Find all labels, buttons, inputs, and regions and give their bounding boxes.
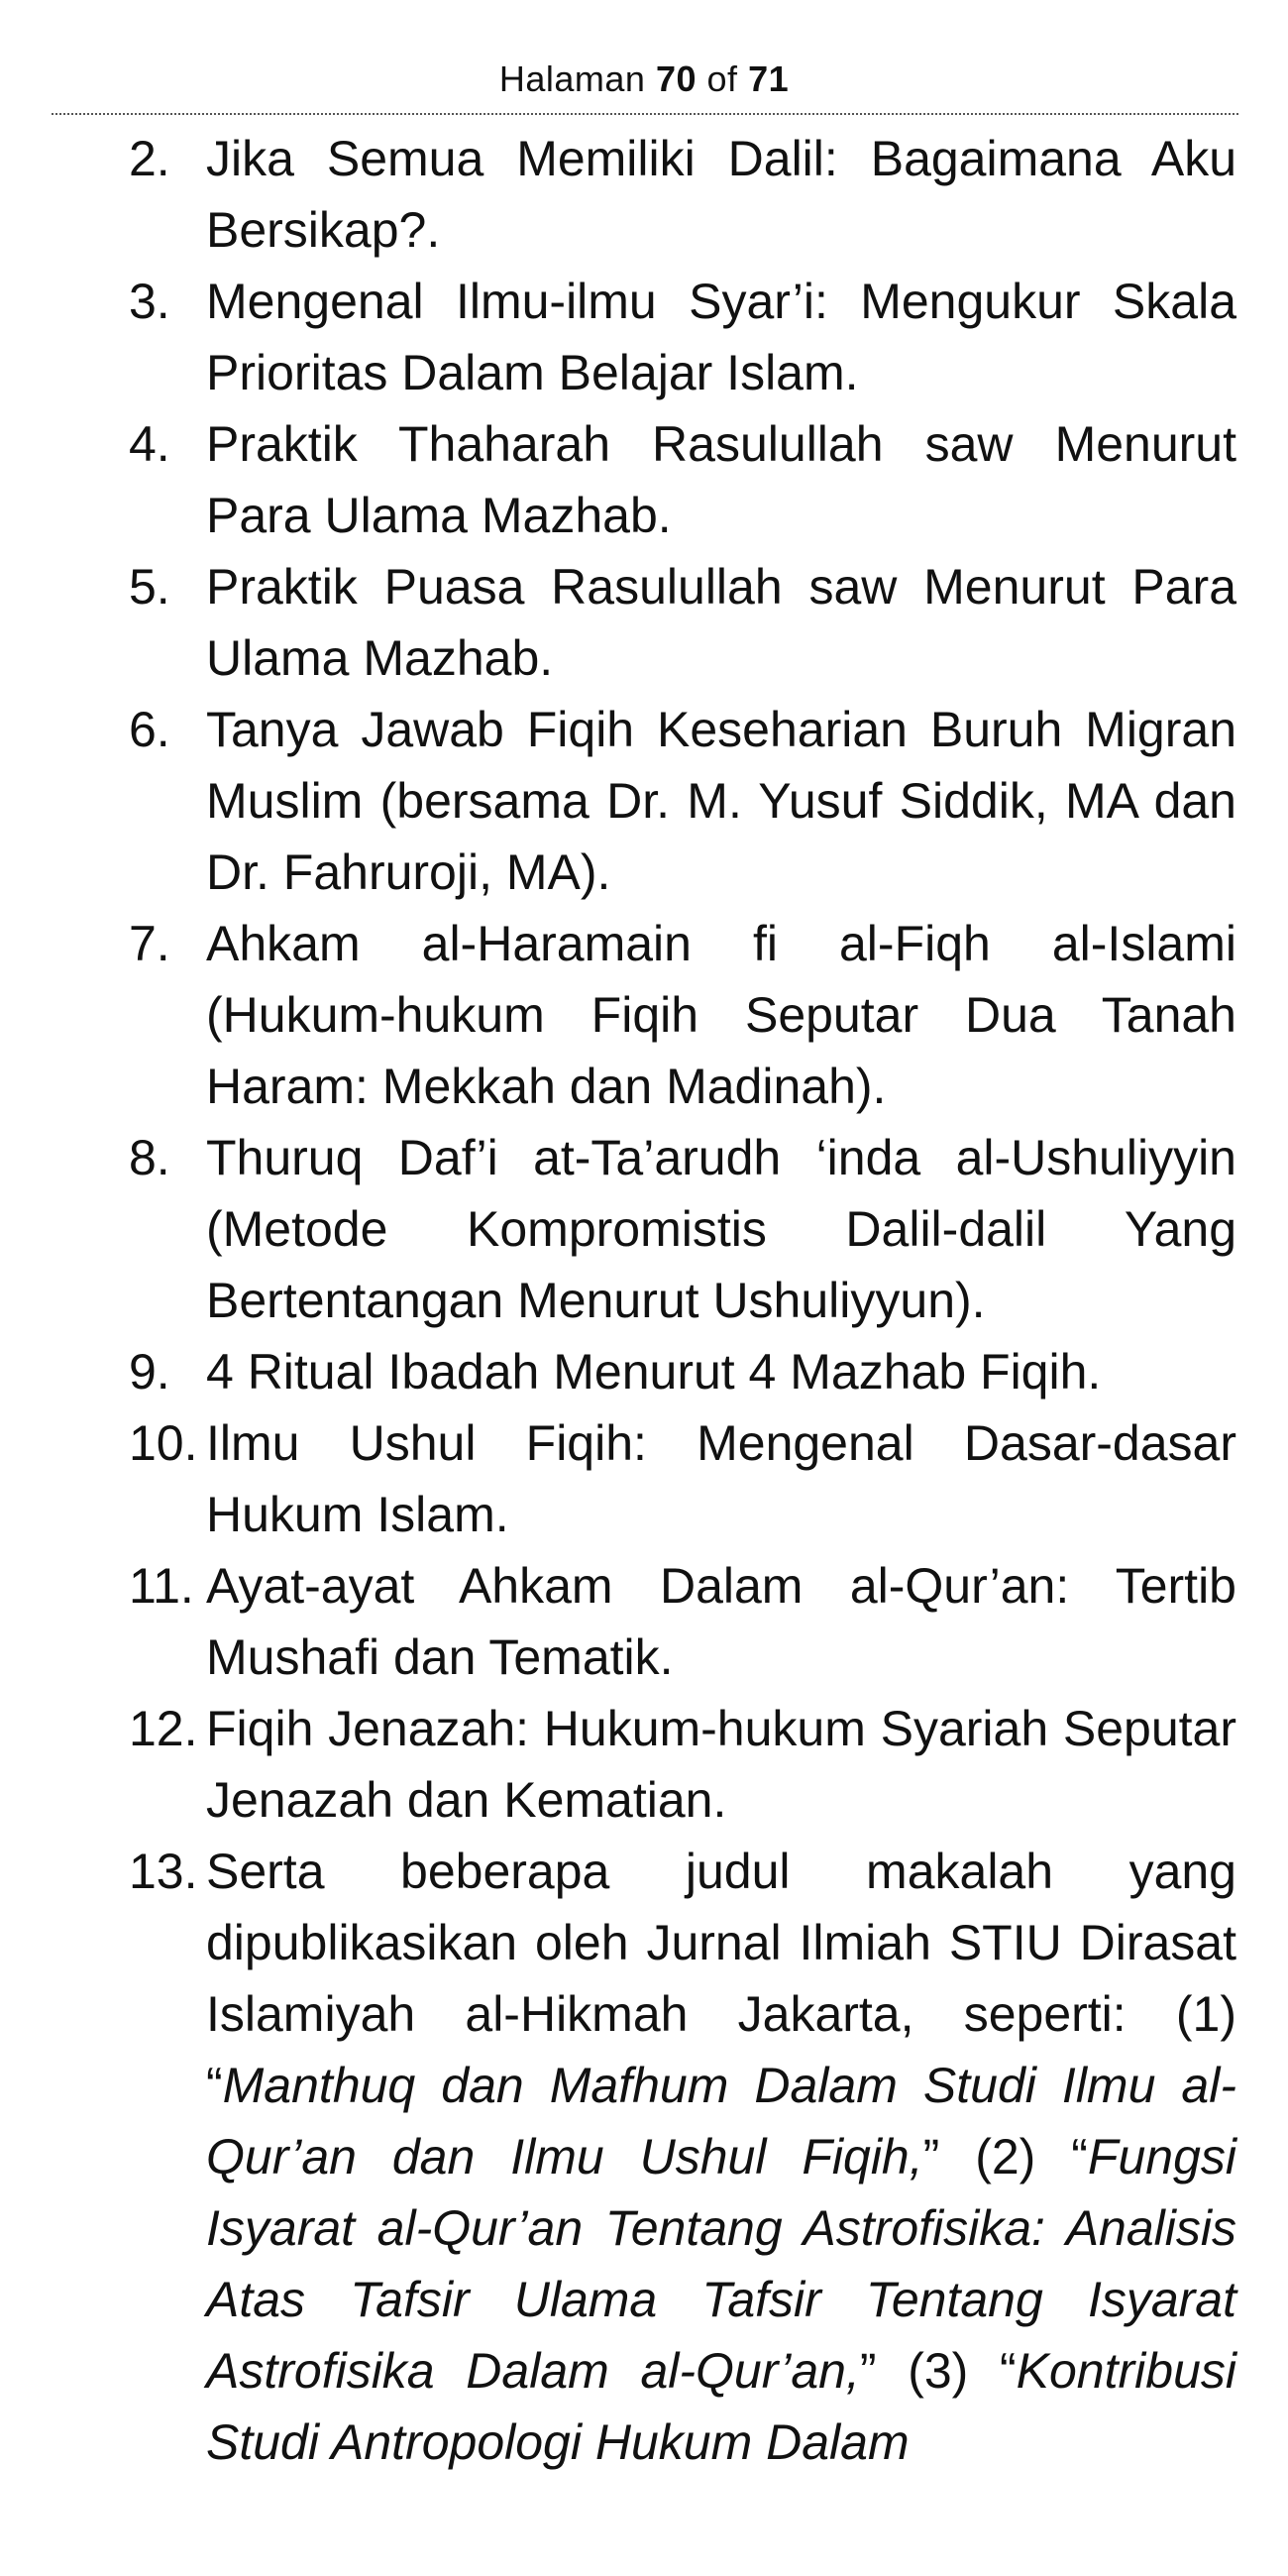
header-separator: of (706, 58, 738, 99)
header-prefix: Halaman (498, 58, 646, 99)
list-item (129, 408, 1236, 551)
paper-title-3: Kontribusi Studi Antropologi Hukum Dalam (206, 2343, 1236, 2470)
publication-list (129, 123, 1236, 2478)
list-item-last (129, 1836, 1236, 2478)
list-item-number: 9. (129, 1344, 170, 1400)
list-item (129, 551, 1236, 694)
paper-title-2: Fungsi Isyarat al-Qur’an Tentang Astrofisika: Analisis Atas Tafsir Ulama Tafsir Tentang Isyarat Astrofisika Dalam al-Qur’an, (206, 2129, 1236, 2399)
list-item-number: 13. (129, 1844, 198, 1899)
list-item-number: 8. (129, 1130, 170, 1185)
list-item-text: Praktik Puasa Rasulullah saw Menurut Para Ulama Mazhab. (206, 559, 1236, 686)
header-divider (52, 113, 1238, 115)
list-item-text: Ilmu Ushul Fiqih: Mengenal Dasar-dasar Hukum Islam. (206, 1415, 1236, 1542)
list-item (129, 1407, 1236, 1550)
list-item-text: Fiqih Jenazah: Hukum-hukum Syariah Seputar Jenazah dan Kematian. (206, 1701, 1236, 1828)
list-item-number: 7. (129, 916, 170, 971)
list-item-text: Mengenal Ilmu-ilmu Syar’i: Mengukur Skala Prioritas Dalam Belajar Islam. (206, 274, 1236, 400)
list-item (129, 1122, 1236, 1336)
list-item-text: Thuruq Daf’i at-Ta’arudh ‘inda al-Ushuliyyin (Metode Kompromistis Dalil-dalil Yang Bertentangan Menurut Ushuliyyun). (206, 1130, 1236, 1328)
total-pages-number: 71 (748, 58, 790, 99)
paper-title-1: Manthuq dan Mafhum Dalam Studi Ilmu al-Qur’an dan Ilmu Ushul Fiqih, (206, 2058, 1236, 2184)
current-page-number: 70 (655, 58, 698, 99)
list-item-text: Ayat-ayat Ahkam Dalam al-Qur’an: Tertib Mushafi dan Tematik. (206, 1558, 1236, 1685)
list-item-number: 3. (129, 274, 170, 329)
title-connector: ” (3) “ (859, 2343, 1017, 2399)
list-item-number: 5. (129, 559, 170, 615)
list-item-number: 6. (129, 702, 170, 757)
list-item (129, 694, 1236, 908)
page-header (0, 57, 1288, 101)
list-item-text: Ahkam al-Haramain fi al-Fiqh al-Islami (Hukum-hukum Fiqih Seputar Dua Tanah Haram: Mekkah dan Madinah). (206, 916, 1236, 1114)
list-item-number: 2. (129, 131, 170, 186)
list-item (129, 1550, 1236, 1693)
list-item-text: 4 Ritual Ibadah Menurut 4 Mazhab Fiqih. (206, 1344, 1102, 1400)
list-item-number: 4. (129, 416, 170, 472)
list-item (129, 266, 1236, 408)
list-item-text: Praktik Thaharah Rasulullah saw Menurut Para Ulama Mazhab. (206, 416, 1236, 543)
list-item-text: Jika Semua Memiliki Dalil: Bagaimana Aku Bersikap?. (206, 131, 1236, 258)
list-item (129, 123, 1236, 266)
list-item-text: Tanya Jawab Fiqih Keseharian Buruh Migran Muslim (bersama Dr. M. Yusuf Siddik, MA dan Dr. Fahruroji, MA). (206, 702, 1236, 900)
list-item (129, 1693, 1236, 1836)
list-item (129, 908, 1236, 1122)
list-item-number: 12. (129, 1701, 198, 1756)
journal-intro-text: Serta beberapa judul makalah yang dipublikasikan oleh Jurnal Ilmiah STIU Dirasat Islamiyah al-Hikmah Jakarta, seperti: (1) “ (206, 1844, 1236, 2113)
list-item-text (206, 1836, 1236, 2478)
list-item-number: 11. (129, 1558, 194, 1614)
list-item (129, 1336, 1236, 1407)
title-connector: ” (2) “ (922, 2129, 1088, 2184)
list-item-number: 10. (129, 1415, 198, 1471)
